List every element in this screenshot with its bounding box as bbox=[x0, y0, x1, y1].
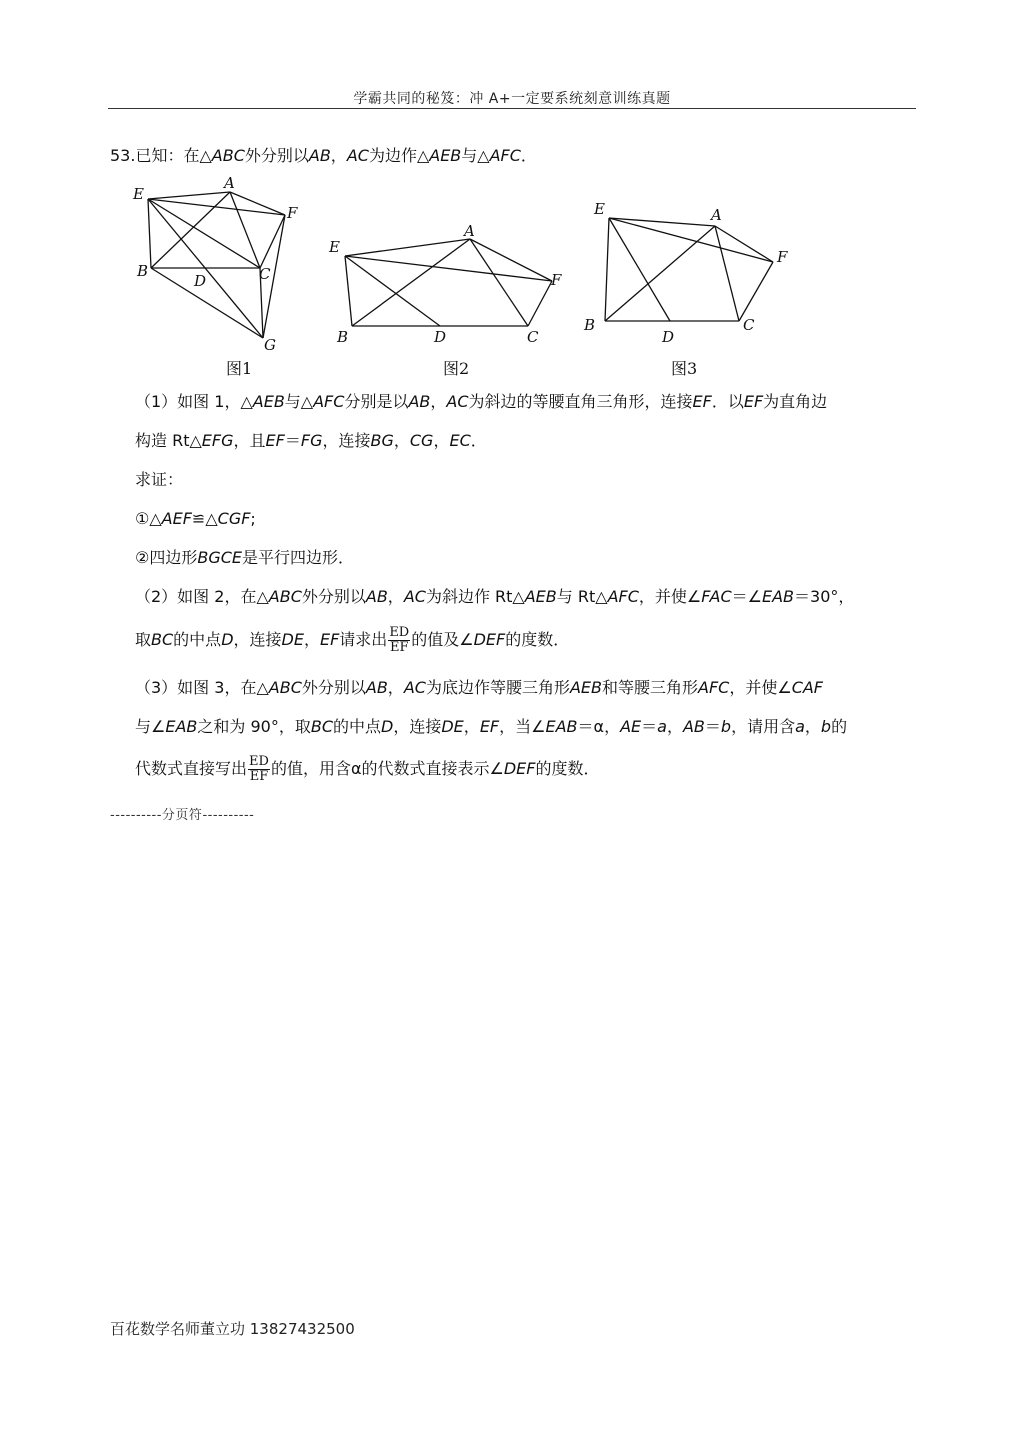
prove-item-2: ②四边形BGCE是平行四边形． bbox=[135, 548, 355, 567]
fig3-label-C: C bbox=[743, 316, 755, 334]
fig2-label-E: E bbox=[329, 238, 340, 256]
header-divider bbox=[108, 108, 916, 109]
part3-line2: 与∠EAB之和为 90°，取BC的中点D，连接DE，EF，当∠EAB＝α，AE＝a，AB＝b，请用含a，b的 bbox=[135, 717, 848, 736]
figure-2-lines bbox=[345, 239, 552, 326]
fig1-label-D: D bbox=[194, 272, 207, 290]
figure-3-lines bbox=[605, 218, 773, 321]
prove-item-1: ①△AEF≌△CGF; bbox=[135, 509, 256, 528]
fig1-label-C: C bbox=[259, 265, 271, 283]
part2-line1: （2）如图 2，在△ABC外分别以AB，AC为斜边作 Rt△AEB与 Rt△AFC，并使∠FAC＝∠EAB＝30°， bbox=[135, 587, 855, 606]
fraction-ed-ef: $\frac{ED}{EF}$ bbox=[249, 754, 269, 784]
fig2-label-F: F bbox=[551, 271, 562, 289]
fig2-label-B: B bbox=[337, 328, 349, 346]
fig3-caption: 图3 bbox=[671, 359, 698, 378]
problem-intro: 53.已知：在△ABC外分别以AB，AC为边作△AEB与△AFC． bbox=[110, 146, 537, 165]
prove-label: 求证： bbox=[135, 470, 184, 489]
part3-line1: （3）如图 3，在△ABC外分别以AB，AC为底边作等腰三角形AEB和等腰三角形AFC，并使∠CAF bbox=[135, 678, 824, 697]
fig3-label-D: D bbox=[662, 328, 675, 346]
fig1-label-G: G bbox=[264, 336, 276, 354]
fig3-label-E: E bbox=[594, 200, 605, 218]
fig1-label-E: E bbox=[133, 185, 144, 203]
page-footer: 百花数学名师董立功 13827432500 bbox=[110, 1320, 355, 1338]
fig2-label-C: C bbox=[527, 328, 539, 346]
part3-line3: 代数式直接写出 $\frac{ED}{EF}$ 的值，用含α的代数式直接表示∠DEF的度数． bbox=[135, 754, 600, 784]
problem-number: 53 bbox=[110, 146, 131, 165]
fig2-label-A: A bbox=[464, 222, 475, 240]
part1-line1: （1）如图 1，△AEB与△AFC分别是以AB，AC为斜边的等腰直角三角形，连接EF．以EF为直角边 bbox=[135, 392, 828, 411]
fig3-label-A: A bbox=[711, 206, 722, 224]
fig3-label-B: B bbox=[584, 316, 596, 334]
fig2-label-D: D bbox=[434, 328, 447, 346]
part2-line2: 取BC的中点D，连接DE，EF请求出 $\frac{ED}{EF}$ 的值及∠DEF的度数． bbox=[135, 625, 570, 655]
fraction-ed-ef: $\frac{ED}{EF}$ bbox=[389, 625, 410, 655]
figures bbox=[125, 170, 825, 385]
fig1-label-B: B bbox=[137, 262, 149, 280]
page-break-separator: ----------分页符---------- bbox=[110, 808, 255, 823]
fig1-label-A: A bbox=[224, 174, 235, 192]
fig1-label-F: F bbox=[287, 204, 298, 222]
fig2-caption: 图2 bbox=[443, 359, 470, 378]
part1-line2: 构造 Rt△EFG，且EF＝FG，连接BG，CG，EC． bbox=[135, 431, 487, 450]
fig1-caption: 图1 bbox=[226, 359, 253, 378]
page-break-label: 分页符 bbox=[161, 808, 203, 823]
fig3-label-F: F bbox=[777, 248, 788, 266]
page-header: 学霸共同的秘笈：冲 A+一定要系统刻意训练真题 bbox=[353, 91, 671, 107]
